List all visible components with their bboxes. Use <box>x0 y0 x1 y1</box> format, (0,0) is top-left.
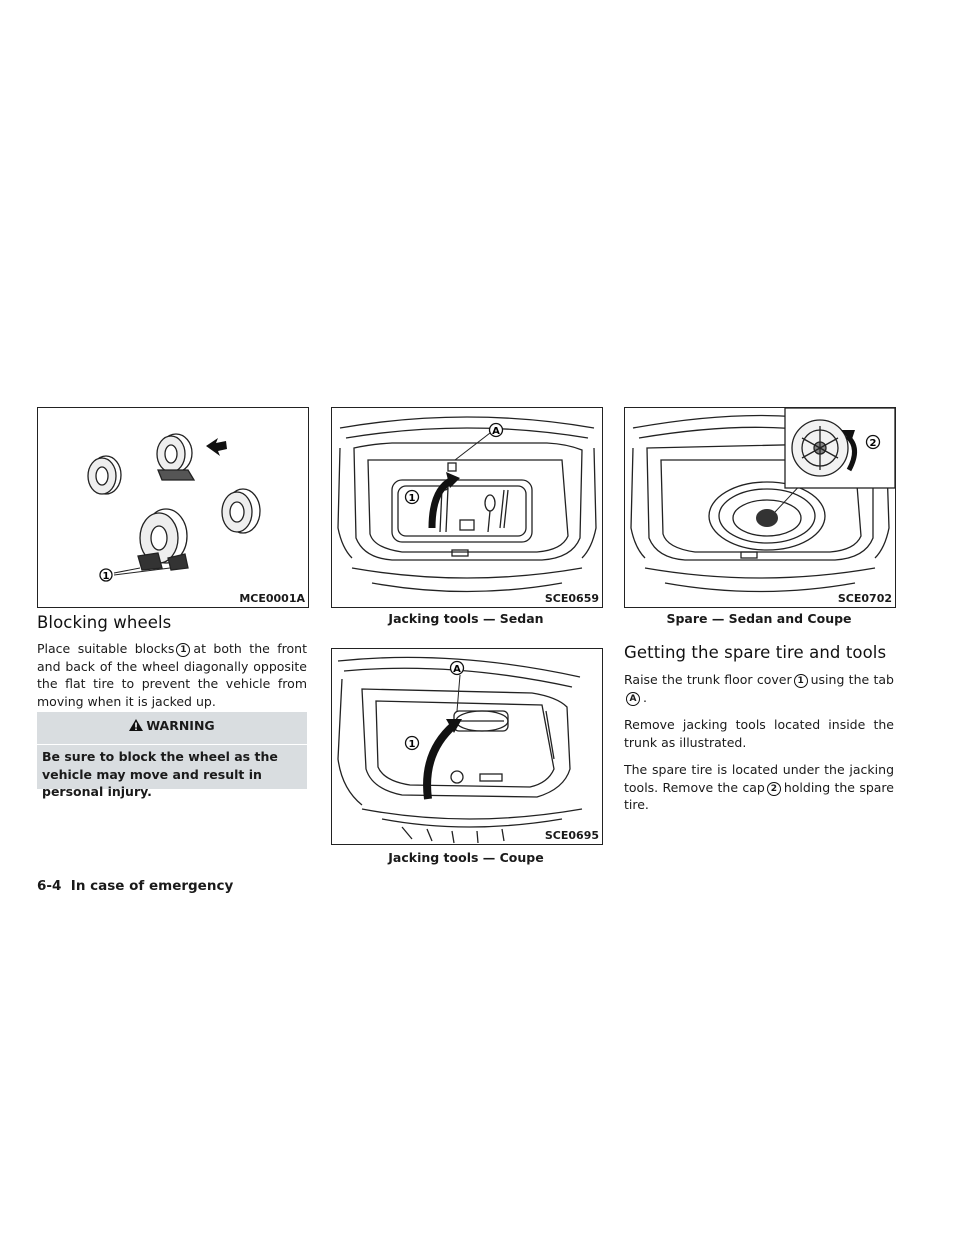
spare-paragraph-1 <box>624 671 894 706</box>
blocking-text-before: Place suitable blocks <box>37 641 175 656</box>
trunk-sedan-illustration <box>332 408 602 607</box>
callout-1-label: 1 <box>408 493 416 504</box>
figure-code: SCE0695 <box>544 829 599 842</box>
trunk-coupe-illustration <box>332 649 602 844</box>
blocking-wheels-illustration <box>38 408 308 607</box>
callout-1-label: 1 <box>408 739 416 750</box>
figure-caption: Jacking tools — Sedan <box>388 611 544 626</box>
spare-paragraph-2: Remove jacking tools located inside the trunk as illustrated. <box>624 717 894 750</box>
figure-blocking-wheels <box>37 407 309 608</box>
callout-a-marker: A <box>626 692 640 706</box>
page-number: 6-4 <box>37 878 62 894</box>
p1-before: Raise the trunk floor cover <box>624 672 792 687</box>
figure-jacking-tools-sedan <box>331 407 603 608</box>
spare-paragraph-3 <box>624 761 894 814</box>
spare-tire-paragraphs <box>624 671 894 824</box>
figure-code: MCE0001A <box>239 592 305 605</box>
blocking-text-after: at both the front and back of the wheel diagonally opposite the flat tire to prevent the vehicle from moving when it is jacked up. <box>37 641 307 709</box>
callout-a-label: A <box>453 664 461 675</box>
blocking-wheels-heading: Blocking wheels <box>37 613 172 632</box>
warning-text: Be sure to block the wheel as the vehicle may move and result in personal injury. <box>42 749 278 799</box>
figure-caption: Jacking tools — Coupe <box>388 850 544 865</box>
callout-a-label: A <box>492 426 500 437</box>
figure-caption: Spare — Sedan and Coupe <box>666 611 852 626</box>
figure-code: SCE0659 <box>544 592 599 605</box>
warning-triangle-icon <box>129 719 143 731</box>
p3-after: holding the spare tire. <box>624 779 894 812</box>
callout-1-marker: 1 <box>176 643 190 657</box>
p1-middle: using the tab <box>810 672 894 687</box>
callout-2-marker: 2 <box>767 782 781 796</box>
figure-spare-sedan-coupe <box>624 407 896 608</box>
section-name: In case of emergency <box>70 878 234 894</box>
blocking-wheels-paragraph <box>37 640 307 710</box>
spare-tire-heading: Getting the spare tire and tools <box>624 643 887 662</box>
figure-code: SCE0702 <box>837 592 892 605</box>
warning-heading-text: WARNING <box>146 718 215 733</box>
spare-tire-illustration <box>625 408 895 607</box>
callout-1-label: 1 <box>102 571 110 582</box>
callout-2-label: 2 <box>869 438 877 449</box>
figure-jacking-tools-coupe <box>331 648 603 845</box>
callout-1-marker: 1 <box>794 674 808 688</box>
p1-after: . <box>643 689 647 705</box>
p3-before: The spare tire is located under the jacking tools. Remove the cap <box>624 762 894 795</box>
page-footer <box>37 878 233 894</box>
warning-heading <box>37 718 307 733</box>
